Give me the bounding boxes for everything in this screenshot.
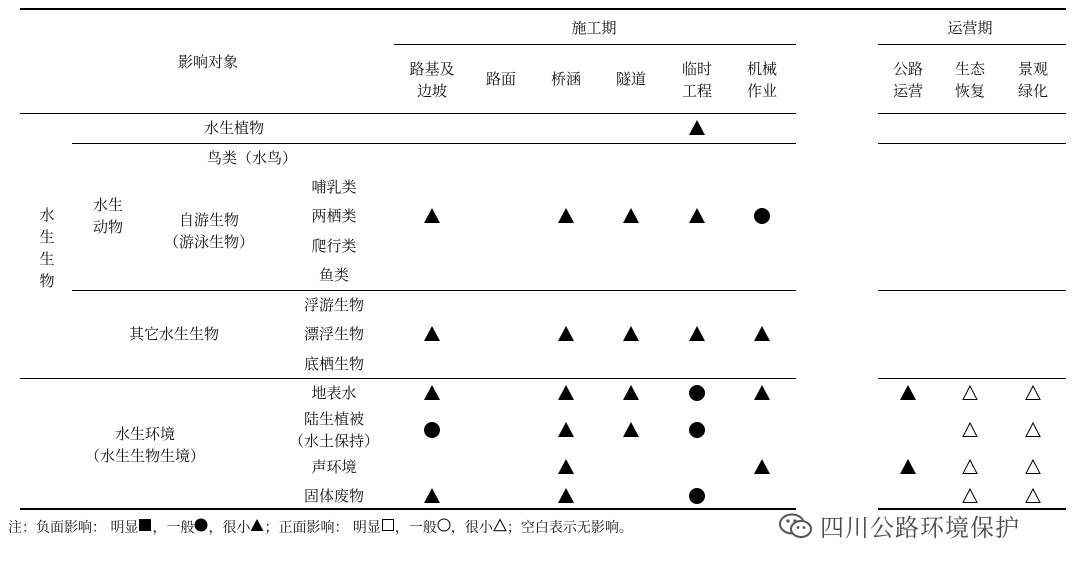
row-label-plankton: 浮游生物 (303, 296, 365, 314)
note-part-5: ，一般 (394, 520, 437, 536)
operation-period-header: 运营期 (947, 19, 993, 37)
moderate-negative-mark (687, 383, 707, 403)
moderate-negative-mark (687, 486, 707, 506)
minor-positive-mark (1023, 457, 1043, 477)
minor-negative-mark (752, 324, 772, 344)
organisms-bottom-rule-right (878, 378, 1066, 379)
minor-negative-mark (556, 486, 576, 506)
minor-negative-mark (422, 324, 442, 344)
header-bottom-rule-right (878, 113, 1066, 114)
minor-negative-mark (556, 420, 576, 440)
minor-negative-mark (422, 486, 442, 506)
wechat-icon (778, 512, 814, 540)
row-label-reptiles: 爬行类 (311, 237, 357, 255)
category-free-swimming: 自游生物 （游泳生物） (163, 211, 255, 251)
table-bottom-rule-left (20, 508, 796, 510)
col-header-bridges: 桥涵 (550, 70, 582, 88)
moderate-negative-mark (752, 206, 772, 226)
aquatic-plants-rule-right (878, 143, 1066, 144)
minor-negative-mark (687, 206, 707, 226)
minor-negative-mark (422, 206, 442, 226)
note-part-2: ，一般 (152, 520, 195, 536)
minor-negative-mark (752, 457, 772, 477)
organisms-bottom-rule (20, 378, 796, 379)
minor-positive-mark (960, 383, 980, 403)
minor-negative-mark (898, 383, 918, 403)
row-label-aquatic-plants: 水生植物 (203, 119, 265, 137)
category-other-aquatic: 其它水生生物 (128, 325, 220, 343)
category-aquatic-environment: 水生环境 （水生生物生境） (84, 425, 206, 465)
construction-header-rule (394, 44, 796, 45)
construction-period-header: 施工期 (571, 19, 617, 37)
col-header-pavement: 路面 (485, 70, 517, 88)
legend-note (8, 518, 633, 538)
wechat-watermark (778, 508, 1020, 543)
note-part-7: ；空白表示无影响。 (506, 520, 633, 536)
row-label-fish: 鱼类 (318, 266, 350, 284)
note-part-4: ；正面影响： 明显 (264, 520, 381, 536)
col-header-tunnels: 隧道 (615, 70, 647, 88)
col-header-road-operation: 公路 运营 (892, 60, 924, 100)
open-square-icon (381, 518, 395, 538)
row-label-birds: 鸟类（水鸟） (206, 149, 298, 167)
impact-object-header: 影响对象 (177, 53, 239, 71)
filled-triangle-icon (250, 518, 264, 538)
category-aquatic-animals: 水生 动物 (92, 196, 124, 236)
minor-positive-mark (1023, 420, 1043, 440)
row-label-solid-waste: 固体废物 (303, 487, 365, 505)
col-header-landscaping: 景观 绿化 (1017, 60, 1049, 100)
animals-rule-right (878, 290, 1066, 291)
minor-positive-mark (960, 457, 980, 477)
row-label-benthic: 底栖生物 (303, 355, 365, 373)
minor-negative-mark (556, 206, 576, 226)
minor-negative-mark (621, 420, 641, 440)
row-label-sound: 声环境 (311, 458, 357, 476)
open-circle-icon (437, 518, 451, 538)
aquatic-plants-rule (72, 143, 796, 144)
minor-negative-mark (621, 383, 641, 403)
category-aquatic-organisms: 水 生 生 物 (39, 206, 55, 290)
animals-rule (72, 290, 796, 291)
row-label-vegetation: 陆生植被 （水土保持） (288, 410, 380, 450)
minor-negative-mark (687, 324, 707, 344)
minor-positive-mark (1023, 486, 1043, 506)
minor-negative-mark (556, 324, 576, 344)
moderate-negative-mark (422, 420, 442, 440)
operation-header-rule (878, 44, 1066, 45)
moderate-negative-mark (687, 420, 707, 440)
filled-circle-icon (194, 518, 208, 538)
minor-positive-mark (1023, 383, 1043, 403)
minor-negative-mark (621, 206, 641, 226)
col-header-subgrade: 路基及 边坡 (409, 60, 455, 100)
minor-negative-mark (898, 457, 918, 477)
watermark-text: 四川公路环境保护 (820, 514, 1020, 542)
minor-negative-mark (687, 118, 707, 138)
minor-negative-mark (422, 383, 442, 403)
minor-negative-mark (556, 383, 576, 403)
row-label-mammals: 哺乳类 (311, 178, 357, 196)
minor-negative-mark (556, 457, 576, 477)
col-header-eco-restoration: 生态 恢复 (954, 60, 986, 100)
col-header-temporary: 临时 工程 (681, 60, 713, 100)
header-bottom-rule-left (20, 113, 796, 114)
minor-positive-mark (960, 486, 980, 506)
filled-square-icon (138, 518, 152, 538)
row-label-floating: 漂浮生物 (303, 325, 365, 343)
note-part-6: ，很小 (450, 520, 493, 536)
table-top-rule (20, 8, 1066, 10)
note-part-3: ，很小 (208, 520, 251, 536)
note-prefix: 注：负面影响： 明显 (8, 520, 139, 536)
minor-negative-mark (752, 383, 772, 403)
open-triangle-icon (493, 518, 507, 538)
minor-positive-mark (960, 420, 980, 440)
row-label-surface-water: 地表水 (311, 384, 357, 402)
minor-negative-mark (621, 324, 641, 344)
row-label-amphibians: 两栖类 (311, 207, 357, 225)
col-header-machinery: 机械 作业 (746, 60, 778, 100)
